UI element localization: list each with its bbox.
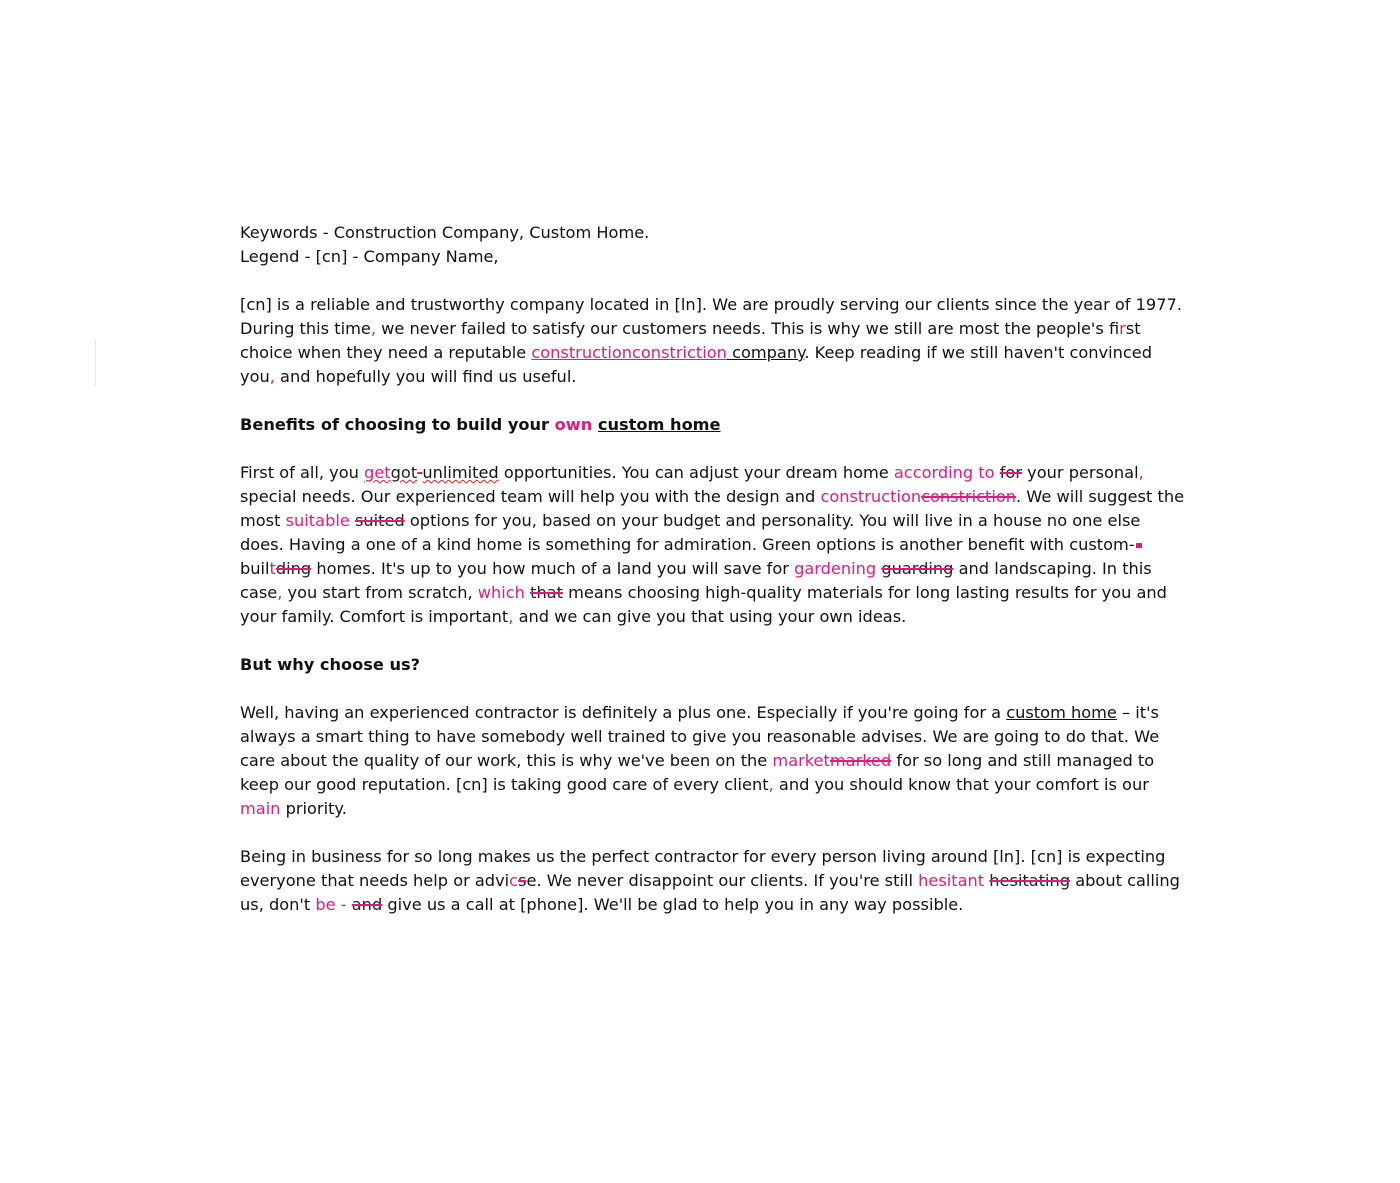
paragraph-why-us [240,701,1185,821]
text-run: give us a call at [phone]. We'll be glad to help you in any way possible. [382,895,964,914]
inserted-word: according to [893,463,995,482]
deleted-word: and [351,895,383,914]
text-run: and hopefully you will find us useful. [274,367,577,386]
deleted-word: constriction [921,487,1017,506]
text-run: you start from scratch, [282,583,478,602]
inserted-comma: , [508,607,514,626]
text-run: [cn] is a reliable and trustworthy company located in [ln]. We are proudly serving our clients since the year of 1977. During this time [240,295,1182,338]
inserted-word: main [240,799,281,818]
text-run: and we can give you that using your own ideas. [513,607,907,626]
text-run: opportunities. You can adjust your dream home [498,463,894,482]
inserted-word: suitable [285,511,350,530]
legend-line: Legend - [cn] - Company Name, [240,247,499,266]
deleted-word: hesitating [989,871,1071,890]
text-run: and landscaping. In this case [240,559,1152,602]
inserted-word: own [554,415,593,434]
text-run: priority. [280,799,347,818]
heading-benefits [240,413,1185,437]
text-run: options for you, based on your budget and personality. You will live in a house no one else does. Having a one of a kind home is something for admiration. Green options is another benefit with custom- [240,511,1141,554]
deleted-word: for [999,463,1022,482]
inserted-word: gardening [794,559,877,578]
inserted-letter: t [269,559,276,578]
deleted-letters: ding [275,559,312,578]
text-run: means choosing high-quality materials for long lasting results for you and your family. Comfort is important [240,583,1167,626]
text-run: homes. It's up to you how much of a land you will save for [311,559,795,578]
inserted-comma: , [277,583,283,602]
text-run: and you should know that your comfort is our [773,775,1149,794]
deletion-marker [1136,543,1142,548]
inserted-comma: , [269,367,275,386]
text-run: e. We never disappoint our clients. If you're still [526,871,919,890]
inserted-word: market [772,751,830,770]
deleted-word: that [530,583,563,602]
inserted-word: construction [531,343,632,362]
inserted-word: hesitant [918,871,985,890]
inserted-word: get [364,463,391,482]
text-run: Well, having an experienced contractor is definitely a plus one. Especially if you're going for a [240,703,1007,722]
text-run: Being in business for so long makes us the perfect contractor for every person living around [ln]. [cn] is expecting everyone that needs help or advi [240,847,1166,890]
text-run: we never failed to satisfy our customers needs. This is why we still are most the people's fi [375,319,1120,338]
inserted-comma: , [1138,463,1144,482]
text-run: about calling us, don't [240,871,1180,914]
paragraph-closing [240,845,1185,917]
paragraph-benefits [240,461,1185,629]
text-run: . Keep reading if we still haven't convinced you [240,343,1152,386]
inserted-word: construction [820,487,922,506]
deleted-letter: s [518,871,527,890]
inserted-comma: , [370,319,376,338]
inserted-letter: c [509,871,519,890]
deleted-word: marked [829,751,892,770]
text-run: for so long and still managed to keep our good reputation. [cn] is taking good care of every client [240,751,1155,794]
margin-change-bar [95,340,96,386]
flagged-word: unlimited [422,463,499,482]
heading-why-us: But why choose us? [240,655,421,674]
text-run: First of all, you [240,463,365,482]
text-run: Benefits of choosing to build your [240,415,555,434]
text-run: – it's always a smart thing to have somebody well trained to give you reasonable advises. We are going to do that. We care about the quality of our work, this is why we've been on the [240,703,1160,770]
inserted-comma: , [768,775,774,794]
text-run: buil [240,559,270,578]
link-company[interactable]: company [732,343,805,362]
inserted-letter: r [1119,319,1126,338]
text-run: special needs. Our experienced team will help you with the design and [240,487,821,506]
deleted-word: got [390,463,418,482]
deleted-word: guarding [881,559,954,578]
text-run: your personal [1022,463,1139,482]
text-run: st choice when they need a reputable [240,319,1141,362]
paragraph-intro [240,293,1185,389]
inserted-word: be - [315,895,347,914]
link-custom-home[interactable]: custom home [597,415,721,434]
text-run: . We will suggest the most [240,487,1185,530]
deleted-word: suited [354,511,405,530]
inserted-word: which [477,583,525,602]
keywords-line: Keywords - Construction Company, Custom Home. [240,223,650,242]
deleted-word: constriction [632,343,727,362]
document-page [240,221,1185,941]
link-custom-home[interactable]: custom home [1006,703,1117,722]
